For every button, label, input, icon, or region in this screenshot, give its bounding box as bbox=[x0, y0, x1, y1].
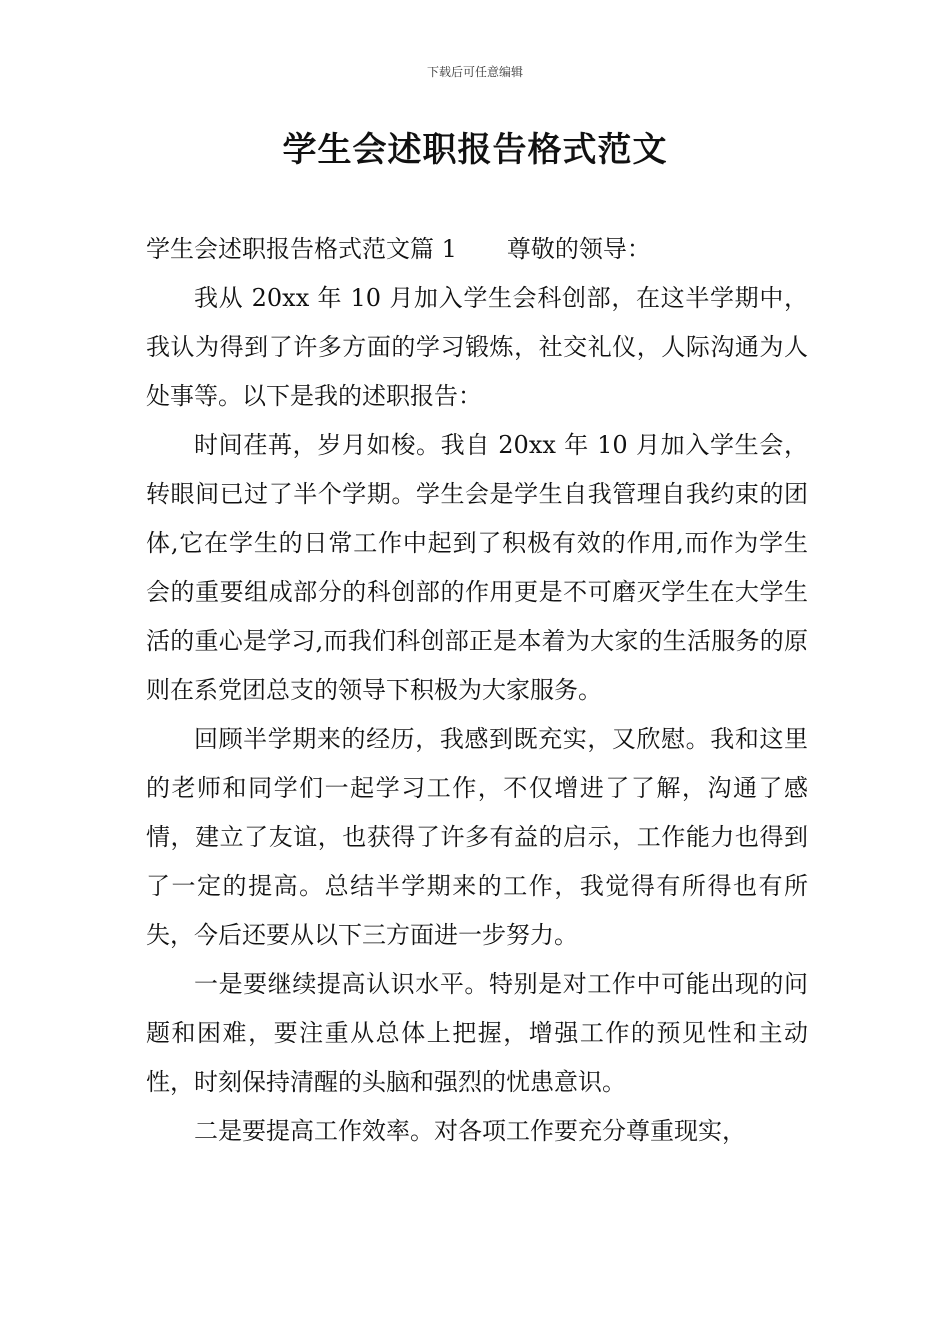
document-title: 学生会述职报告格式范文 bbox=[282, 130, 668, 170]
paragraph-2: 时间荏苒，岁月如梭。我自 20xx 年 10 月加入学生会，转眼间已过了半个学期。学生会是学生自我管理自我约束的团体,它在学生的日常工作中起到了积极有效的作用,而作为学生会的重要组成部分的科创部的作用更是不可磨灭学生在大学生活的重心是学习,而我们科创部正是本着为大家的生活服务的原则在系党团总支的领导下积极为大家服务。 bbox=[146, 431, 808, 704]
salutation: 尊敬的领导： bbox=[506, 235, 651, 263]
paragraph-1: 我从 20xx 年 10 月加入学生会科创部，在这半学期中，我认为得到了许多方面的学习锻炼，社交礼仪，人际沟通为人处事等。以下是我的述职报告： bbox=[146, 284, 808, 410]
header-note: 下载后可任意编辑 bbox=[426, 65, 523, 79]
paragraph-3: 回顾半学期来的经历，我感到既充实，又欣慰。我和这里的老师和同学们一起学习工作，不仅增进了了解，沟通了感情，建立了友谊，也获得了许多有益的启示，工作能力也得到了一定的提高。总结半学期来的工作，我觉得有所得也有所失，今后还要从以下三方面进一步努力。 bbox=[146, 725, 808, 949]
intro-line bbox=[146, 225, 808, 274]
section-label: 学生会述职报告格式范文篇 1 bbox=[146, 235, 457, 263]
document-body bbox=[146, 225, 808, 1156]
paragraph-4: 一是要继续提高认识水平。特别是对工作中可能出现的问题和困难，要注重从总体上把握，增强工作的预见性和主动性，时刻保持清醒的头脑和强烈的忧患意识。 bbox=[146, 970, 808, 1096]
paragraph-5: 二是要提高工作效率。对各项工作要充分尊重现实， bbox=[194, 1117, 746, 1145]
